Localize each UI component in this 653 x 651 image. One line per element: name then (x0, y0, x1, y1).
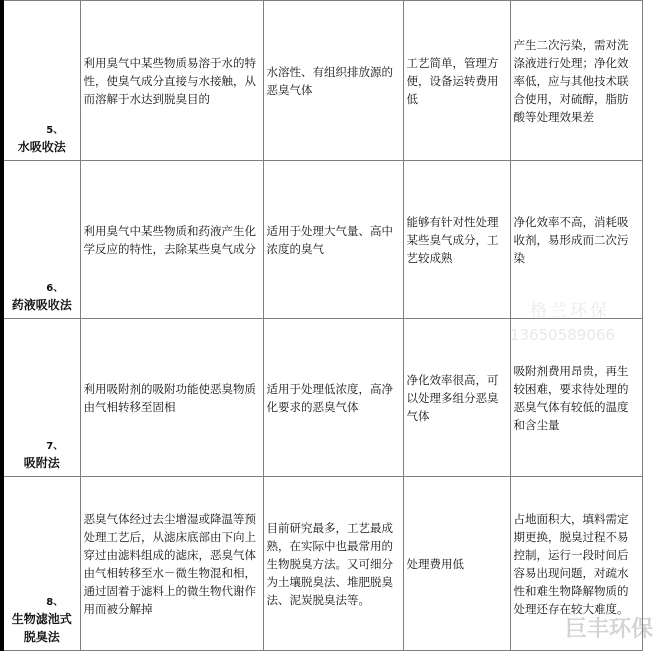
scope-cell: 水溶性、有组织排放源的恶臭气体 (263, 1, 403, 161)
method-name-cell (2, 1, 80, 161)
table-row (2, 161, 642, 319)
method-name: 生物滤池式脱臭法 (11, 612, 72, 644)
method-number: 6、 (46, 283, 64, 294)
watermark-logo-text: 巨丰环保 (565, 617, 653, 642)
scope-cell: 适用于处理大气量、高中浓度的臭气 (263, 161, 403, 319)
method-name-cell (2, 319, 80, 477)
watermark-phone: 13650589066 (510, 326, 615, 344)
disadvantage-cell: 吸附剂费用昂贵，再生较困难，要求待处理的恶臭气体有较低的温度和含尘量 (510, 319, 642, 477)
table-row (2, 1, 642, 161)
principle-cell: 利用吸附剂的吸附功能使恶臭物质由气相转移至固相 (80, 319, 263, 477)
table-row (2, 319, 642, 477)
method-name: 水吸收法 (17, 140, 66, 154)
method-number: 5、 (46, 125, 64, 136)
watermark-text: 格兰环保 (530, 301, 610, 321)
disadvantage-cell: 净化效率不高，消耗吸收剂，易形成而二次污染 (510, 161, 642, 319)
table-row (2, 477, 642, 651)
scope-cell: 适用于处理低浓度，高净化要求的恶臭气体 (263, 319, 403, 477)
principle-cell: 利用臭气中某些物质和药液产生化学反应的特性，去除某些臭气成分 (80, 161, 263, 319)
scope-cell: 目前研究最多，工艺最成熟，在实际中也最常用的生物脱臭方法。又可细分为土壤脱臭法、堆肥脱臭法、泥炭脱臭法等。 (263, 477, 403, 651)
principle-cell: 恶臭气体经过去尘增湿或降温等预处理工艺后，从滤床底部由下向上穿过由滤料组成的滤床，恶臭气体由气相转移至水－微生物混和相，通过固着于滤料上的微生物代谢作用而被分解掉 (80, 477, 263, 651)
method-number: 8、 (46, 597, 64, 608)
principle-cell: 利用臭气中某些物质易溶于水的特性，使臭气成分直接与水接触，从而溶解于水达到脱臭目的 (80, 1, 263, 161)
advantage-cell: 工艺简单，管理方便，设备运转费用低 (403, 1, 510, 161)
method-name-cell (2, 161, 80, 319)
advantage-cell: 能够有针对性处理某些臭气成分，工艺较成熟 (403, 161, 510, 319)
advantage-cell: 处理费用低 (403, 477, 510, 651)
method-name-cell (2, 477, 80, 651)
method-name: 药液吸收法 (11, 298, 72, 312)
method-name: 吸附法 (23, 456, 60, 470)
disadvantage-cell: 占地面积大，填料需定期更换，脱臭过程不易控制，运行一段时间后容易出现问题，对疏水性和难生物降解物质的处理还存在较大难度。 (510, 477, 642, 651)
method-number: 7、 (46, 441, 64, 452)
disadvantage-cell: 产生二次污染，需对洗涤液进行处理；净化效率低，应与其他技术联合使用，对硫醇，脂肪酸等处理效果差 (510, 1, 642, 161)
advantage-cell: 净化效率很高，可以处理多组分恶臭气体 (403, 319, 510, 477)
